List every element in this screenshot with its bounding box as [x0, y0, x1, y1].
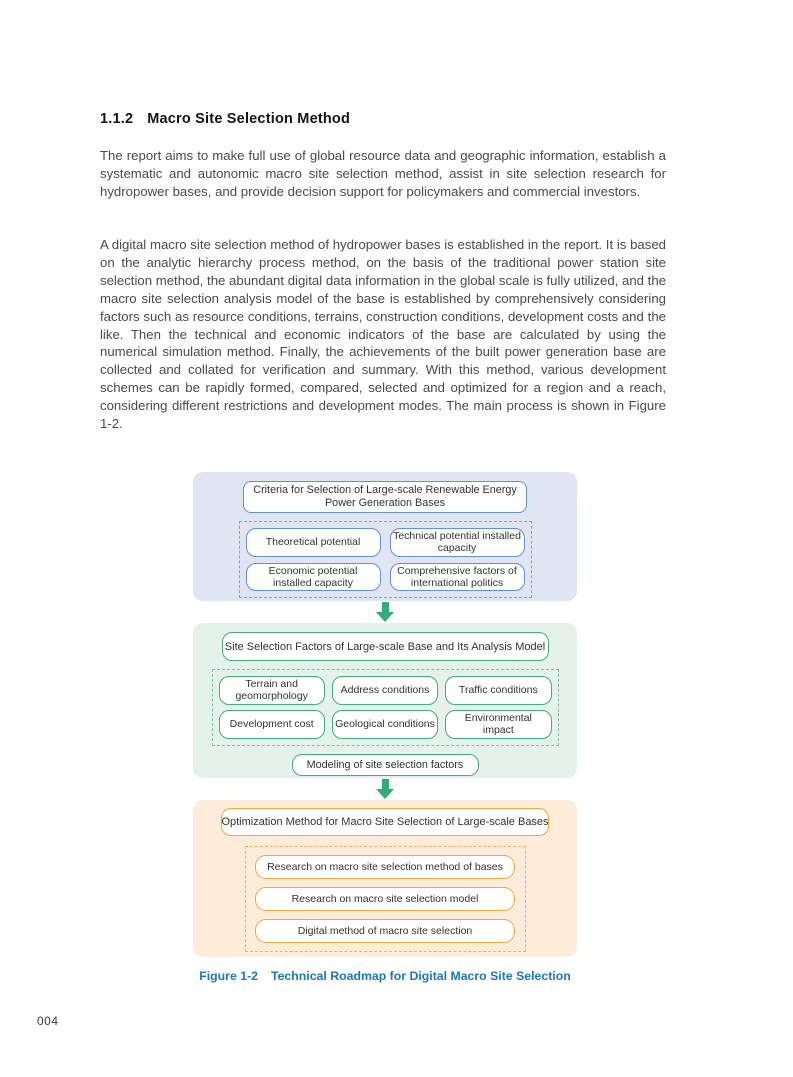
- research-item: Research on macro site selection model: [255, 887, 515, 911]
- research-item: Digital method of macro site selection: [255, 919, 515, 943]
- section-heading: [100, 111, 350, 127]
- modeling-box: Modeling of site selection factors: [292, 754, 479, 776]
- figure-caption-title: Technical Roadmap for Digital Macro Site Selection: [271, 969, 571, 983]
- factors-items-group: [212, 669, 559, 746]
- arrow-head: [376, 612, 394, 622]
- paragraph-1: The report aims to make full use of global resource data and geographic information, establish a systematic and autonomic macro site selection method, assist in site selection research for hydropower bases, and provide decision support for policymakers and commercial investors.: [100, 148, 666, 199]
- section-number: 1.1.2: [100, 111, 134, 127]
- optimization-stage-title: Optimization Method for Macro Site Selection of Large-scale Bases: [221, 808, 549, 836]
- section-title: Macro Site Selection Method: [147, 111, 351, 127]
- factor-item: Terrain and geomorphology: [219, 676, 325, 705]
- paragraph-2: A digital macro site selection method of hydropower bases is established in the report. It is based on the analytic hierarchy process method, on the basis of the traditional power station site selection method, the abundant digital data information in the global scale is fully utilized, and the macro site selection analysis model of the base is established by comprehensively considering factors such as resource conditions, terrains, construction conditions, development costs and the like. Then the technical and economic indicators of the base are calculated by using the numerical simulation method. Finally, the achievements of the built power generation base are collected and collated for verification and summary. With this method, various development schemes can be rapidly formed, compared, selected and optimized for a region and a reach, considering different restrictions and development modes. The main process is shown in Figure 1-2.: [100, 237, 666, 432]
- factor-item: Development cost: [219, 710, 325, 739]
- arrow-head: [376, 789, 394, 799]
- criteria-stage-title: Criteria for Selection of Large-scale Renewable Energy Power Generation Bases: [243, 481, 527, 513]
- criteria-item: Theoretical potential: [246, 528, 381, 557]
- criteria-stage-panel: [193, 472, 577, 601]
- criteria-items-group: [239, 521, 532, 599]
- criteria-item: Technical potential installed capacity: [390, 528, 525, 557]
- factors-stage-title: Site Selection Factors of Large-scale Base and Its Analysis Model: [222, 632, 549, 661]
- factor-item: Environmental impact: [445, 710, 551, 739]
- factor-item: Address conditions: [332, 676, 438, 705]
- down-arrow-icon: [193, 602, 577, 622]
- factor-item: Geological conditions: [332, 710, 438, 739]
- research-item: Research on macro site selection method of bases: [255, 855, 515, 879]
- factors-stage-panel: [193, 623, 577, 778]
- factor-item: Traffic conditions: [445, 676, 551, 705]
- arrow-stem: [382, 779, 389, 789]
- figure-caption: [193, 969, 577, 983]
- criteria-item: Economic potential installed capacity: [246, 563, 381, 592]
- figure-caption-label: Figure 1-2: [199, 969, 258, 983]
- page-number: 004: [37, 1014, 59, 1028]
- arrow-stem: [382, 602, 389, 612]
- optimization-items-group: [245, 846, 526, 952]
- optimization-stage-panel: [193, 800, 577, 957]
- flowchart-figure: [193, 472, 577, 957]
- down-arrow-icon: [193, 779, 577, 799]
- criteria-item: Comprehensive factors of international politics: [390, 563, 525, 592]
